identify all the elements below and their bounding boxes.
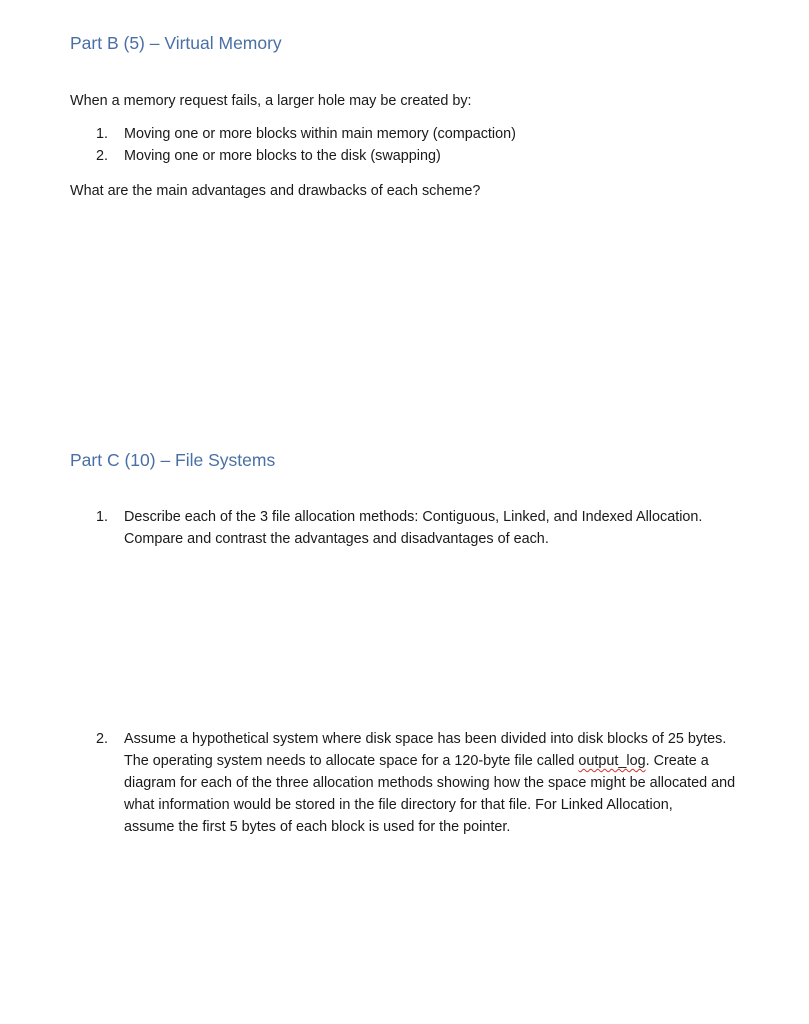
q2-line-3: diagram for each of the three allocation methods showing how the space might be allocated and [124,775,736,791]
q2-line-5: assume the first 5 bytes of each block is used for the pointer. [124,819,511,835]
list-item-text: Moving one or more blocks within main memory (compaction) [124,126,516,142]
q1-line-1: Describe each of the 3 file allocation methods: Contiguous, Linked, and Indexed Allocation. [124,509,703,525]
q2-line-1: Assume a hypothetical system where disk space has been divided into disk blocks of 25 bytes. [124,731,727,747]
list-item [96,123,516,145]
part-c-question-1 [96,506,702,550]
part-b-list [96,123,516,167]
list-number: 1. [96,126,109,142]
list-item [96,145,516,167]
q2-line-4: what information would be stored in the file directory for that file. For Linked Allocation, [124,797,673,813]
list-number: 2. [96,148,109,164]
filename-spellcheck: output_log [578,753,646,769]
q2-line-2 [124,750,735,772]
part-b-question: What are the main advantages and drawbacks of each scheme? [70,183,481,199]
list-item-text: Moving one or more blocks to the disk (swapping) [124,148,441,164]
list-item [96,728,735,838]
q1-line-2: Compare and contrast the advantages and disadvantages of each. [124,531,549,547]
part-b-intro: When a memory request fails, a larger hole may be created by: [70,93,472,109]
part-c-heading: Part C (10) – File Systems [70,450,276,470]
part-b-heading: Part B (5) – Virtual Memory [70,33,282,53]
q2-line-2-post: . Create a [645,753,709,769]
q2-line-2-pre: The operating system needs to allocate space for a 120-byte file called [124,753,579,769]
list-number: 1. [96,509,109,525]
list-number: 2. [96,731,109,747]
list-item [96,506,702,550]
part-c-question-2 [96,728,735,838]
